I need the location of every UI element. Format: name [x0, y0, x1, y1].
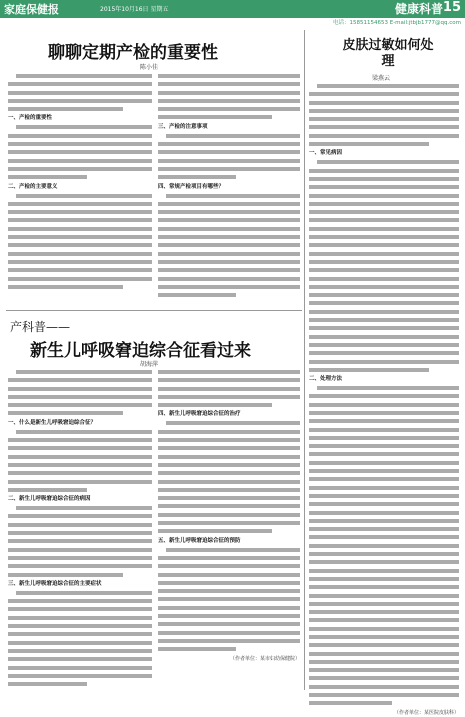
article-divider [6, 310, 302, 311]
article3-subhead-2: 二、新生儿呼吸窘迫综合征的病因 [8, 496, 91, 503]
article3-signoff: （作者单位：某市妇幼保健院） [229, 655, 300, 662]
issue-date: 2015年10月16日 星期五 [100, 6, 169, 13]
article2-author: 梁燕云 [372, 75, 391, 82]
article1-subhead-3: 三、产检的注意事项 [158, 123, 208, 130]
article2-subhead-2: 二、处理方法 [309, 376, 343, 383]
article2-title: 皮肤过敏如何处理 [342, 38, 434, 69]
article3-column-2 [158, 370, 300, 690]
section-title-left: 家庭保健报 [4, 3, 59, 16]
column-divider [304, 30, 305, 690]
article3-subhead-3: 三、新生儿呼吸窘迫综合征的主要症状 [8, 580, 102, 587]
article1-author: 陈小佳 [140, 64, 159, 71]
article1-subhead-2: 二、产检的主要意义 [8, 183, 58, 190]
article3-column-1 [8, 370, 152, 690]
contact-info: 电话：15851154653 E-mail:jtbjb1777@qq.com [332, 20, 461, 26]
article3-title: 新生儿呼吸窘迫综合征看过来 [30, 341, 251, 361]
article3-subhead-1: 一、什么是新生儿呼吸窘迫综合征？ [8, 419, 97, 426]
article2-column [309, 84, 459, 716]
article1-subhead-4: 四、常规产检项目有哪些？ [158, 183, 225, 190]
article1-column-1 [8, 74, 152, 308]
article3-author: 胡海萍 [140, 361, 159, 368]
article2-signoff: （作者单位：某医院皮肤科） [393, 709, 459, 716]
article3-subhead-5: 五、新生儿呼吸窘迫综合征的预防 [158, 537, 241, 544]
page-number: 15 [442, 0, 461, 15]
article3-kicker: 产科普—— [10, 320, 71, 334]
article1-subhead-1: 一、产检的重要性 [8, 115, 53, 122]
page-header-bar [0, 0, 465, 18]
section-title-right: 健康科普 [394, 2, 443, 16]
article2-subhead-1: 一、常见病因 [309, 150, 343, 157]
article1-column-2 [158, 74, 300, 308]
article1-title: 聊聊定期产检的重要性 [48, 43, 218, 63]
article3-subhead-4: 四、新生儿呼吸窘迫综合征的治疗 [158, 411, 241, 418]
